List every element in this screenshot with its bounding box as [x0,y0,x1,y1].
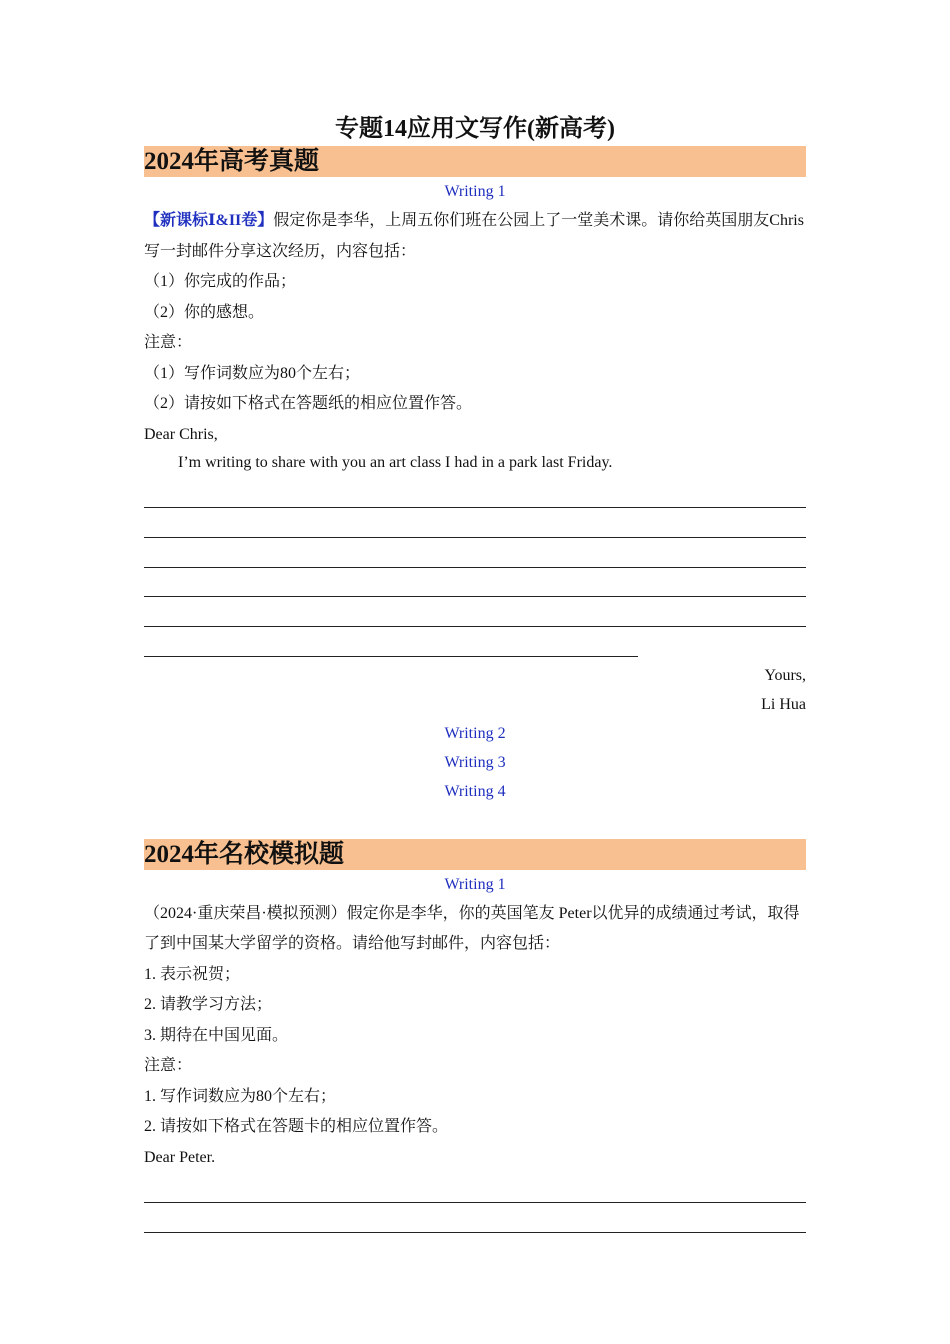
letter-signature: Li Hua [761,695,806,713]
answer-lines [144,479,806,657]
note-item: 2. 请按如下格式在答题卡的相应位置作答。 [144,1118,449,1136]
answer-line [144,508,806,538]
letter-greeting: Dear Peter. [144,1148,216,1166]
requirement-item: （2）你的感想。 [144,303,265,321]
writing-1-link[interactable]: Writing 1 [444,183,506,200]
answer-lines [144,1174,806,1233]
requirement-item: （1）你完成的作品； [144,273,297,290]
letter-opening: I’m writing to share with you an art class I had in a park last Friday. [178,453,613,471]
answer-line [144,538,806,568]
section-heading-mock: 2024年名校模拟题 [144,839,806,870]
letter-closing: Yours, [764,666,806,684]
mock-writing-1-link[interactable]: Writing 1 [444,875,506,893]
exam-tag: 【新课标Ⅰ&II卷】 [144,212,274,229]
writing-2-link[interactable]: Writing 2 [444,724,506,742]
writing-4-link[interactable]: Writing 4 [444,782,506,800]
section-heading-gaokao: 2024年高考真题 [144,146,806,177]
answer-line [144,479,806,509]
answer-line [144,568,806,598]
answer-line [144,1174,806,1204]
note-item: （1）写作词数应为80个左右； [144,364,361,382]
requirement-item: 1. 表示祝贺； [144,965,241,983]
requirement-item: 3. 期待在中国见面。 [144,1026,289,1044]
note-label: 注意： [144,1057,193,1075]
answer-line [144,597,806,627]
writing-3-link[interactable]: Writing 3 [444,753,506,771]
note-item: 1. 写作词数应为80个左右； [144,1087,337,1105]
document-title: 专题14应用文写作(新高考) [335,116,615,142]
document-page [144,112,806,1233]
answer-line [144,1203,806,1233]
mock-writing-1-prompt: （2024·重庆荣昌·模拟预测）假定你是李华，你的英国笔友 Peter以优异的成绩通过考试，取得了到中国某大学留学的资格。请给他写封邮件，内容包括： [144,904,800,953]
note-item: （2）请按如下格式在答题纸的相应位置作答。 [144,395,473,412]
note-label: 注意： [144,334,193,351]
writing-1-prompt: 【新课标Ⅰ&II卷】假定你是李华，上周五你们班在公园上了一堂美术课。请你给英国朋友Chris写一封邮件分享这次经历，内容包括： [144,212,804,260]
requirement-item: 2. 请教学习方法； [144,996,273,1014]
letter-greeting: Dear Chris, [144,425,218,443]
answer-line [144,627,638,657]
